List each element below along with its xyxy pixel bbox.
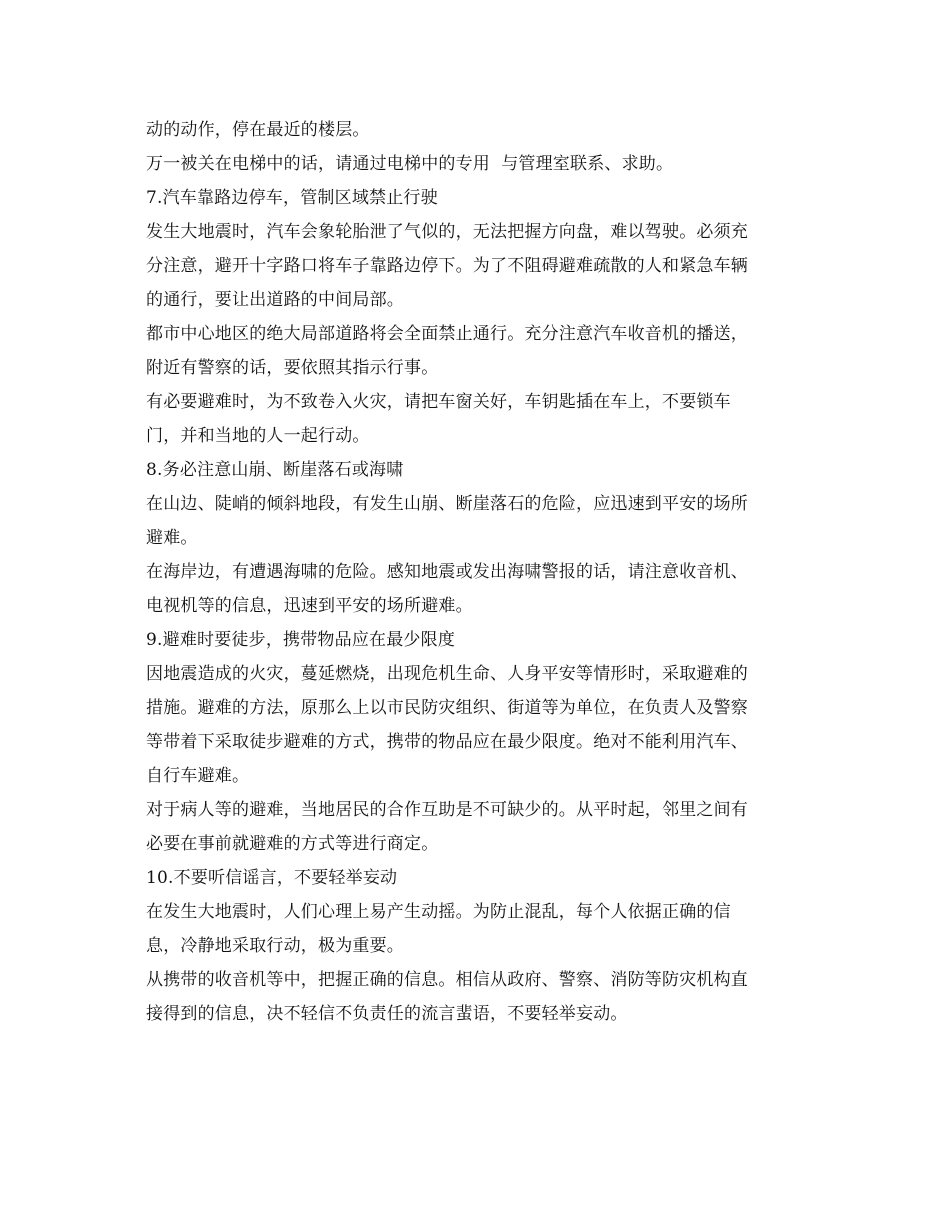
text-line: 附近有警察的话，要依照其指示行事。	[146, 358, 439, 378]
section-heading-10: 10.不要听信谣言，不要轻举妄动	[146, 868, 398, 888]
text-line: 从携带的收音机等中，把握正确的信息。相信从政府、警察、消防等防灾机构直	[146, 970, 748, 990]
document-body	[146, 113, 816, 1031]
text-line: 必要在事前就避难的方式等进行商定。	[146, 834, 439, 854]
text-line: 动的动作，停在最近的楼层。	[146, 120, 370, 140]
text-line: 在发生大地震时，人们心理上易产生动摇。为防止混乱，每个人依据正确的信	[146, 902, 731, 922]
text-line: 门，并和当地的人一起行动。	[146, 426, 370, 446]
text-line: 等带着下采取徒步避难的方式，携带的物品应在最少限度。绝对不能利用汽车、	[146, 732, 748, 752]
text-line: 电视机等的信息，迅速到平安的场所避难。	[146, 596, 473, 616]
text-line: 万一被关在电梯中的话，请通过电梯中的专用 与管理室联系、求助。	[146, 154, 674, 174]
text-line: 息，冷静地采取行动，极为重要。	[146, 936, 404, 956]
text-line: 因地震造成的火灾，蔓延燃烧，出现危机生命、人身平安等情形时，采取避难的	[146, 664, 748, 684]
text-line: 自行车避难。	[146, 766, 250, 786]
text-line: 都市中心地区的绝大局部道路将会全面禁止通行。充分注意汽车收音机的播送，	[146, 324, 748, 344]
text-line: 接得到的信息，决不轻信不负责任的流言蜚语，不要轻举妄动。	[146, 1004, 628, 1024]
text-line: 分注意，避开十字路口将车子靠路边停下。为了不阻碍避难疏散的人和紧急车辆	[146, 256, 748, 276]
text-line: 有必要避难时，为不致卷入火灾，请把车窗关好，车钥匙插在车上，不要锁车	[146, 392, 731, 412]
section-heading-7: 7.汽车靠路边停车，管制区域禁止行驶	[146, 188, 438, 208]
text-line: 措施。避难的方法，原那么上以市民防灾组织、街道等为单位，在负责人及警察	[146, 698, 748, 718]
text-line: 的通行，要让出道路的中间局部。	[146, 290, 404, 310]
text-line: 避难。	[146, 528, 198, 548]
text-line: 在山边、陡峭的倾斜地段，有发生山崩、断崖落石的危险，应迅速到平安的场所	[146, 494, 748, 514]
text-line: 在海岸边，有遭遇海啸的危险。感知地震或发出海啸警报的话，请注意收音机、	[146, 562, 748, 582]
section-heading-8: 8.务必注意山崩、断崖落石或海啸	[146, 460, 404, 480]
section-heading-9: 9.避难时要徒步，携带物品应在最少限度	[146, 630, 456, 650]
text-line: 发生大地震时，汽车会象轮胎泄了气似的，无法把握方向盘，难以驾驶。必须充	[146, 222, 748, 242]
text-line: 对于病人等的避难，当地居民的合作互助是不可缺少的。从平时起，邻里之间有	[146, 800, 748, 820]
